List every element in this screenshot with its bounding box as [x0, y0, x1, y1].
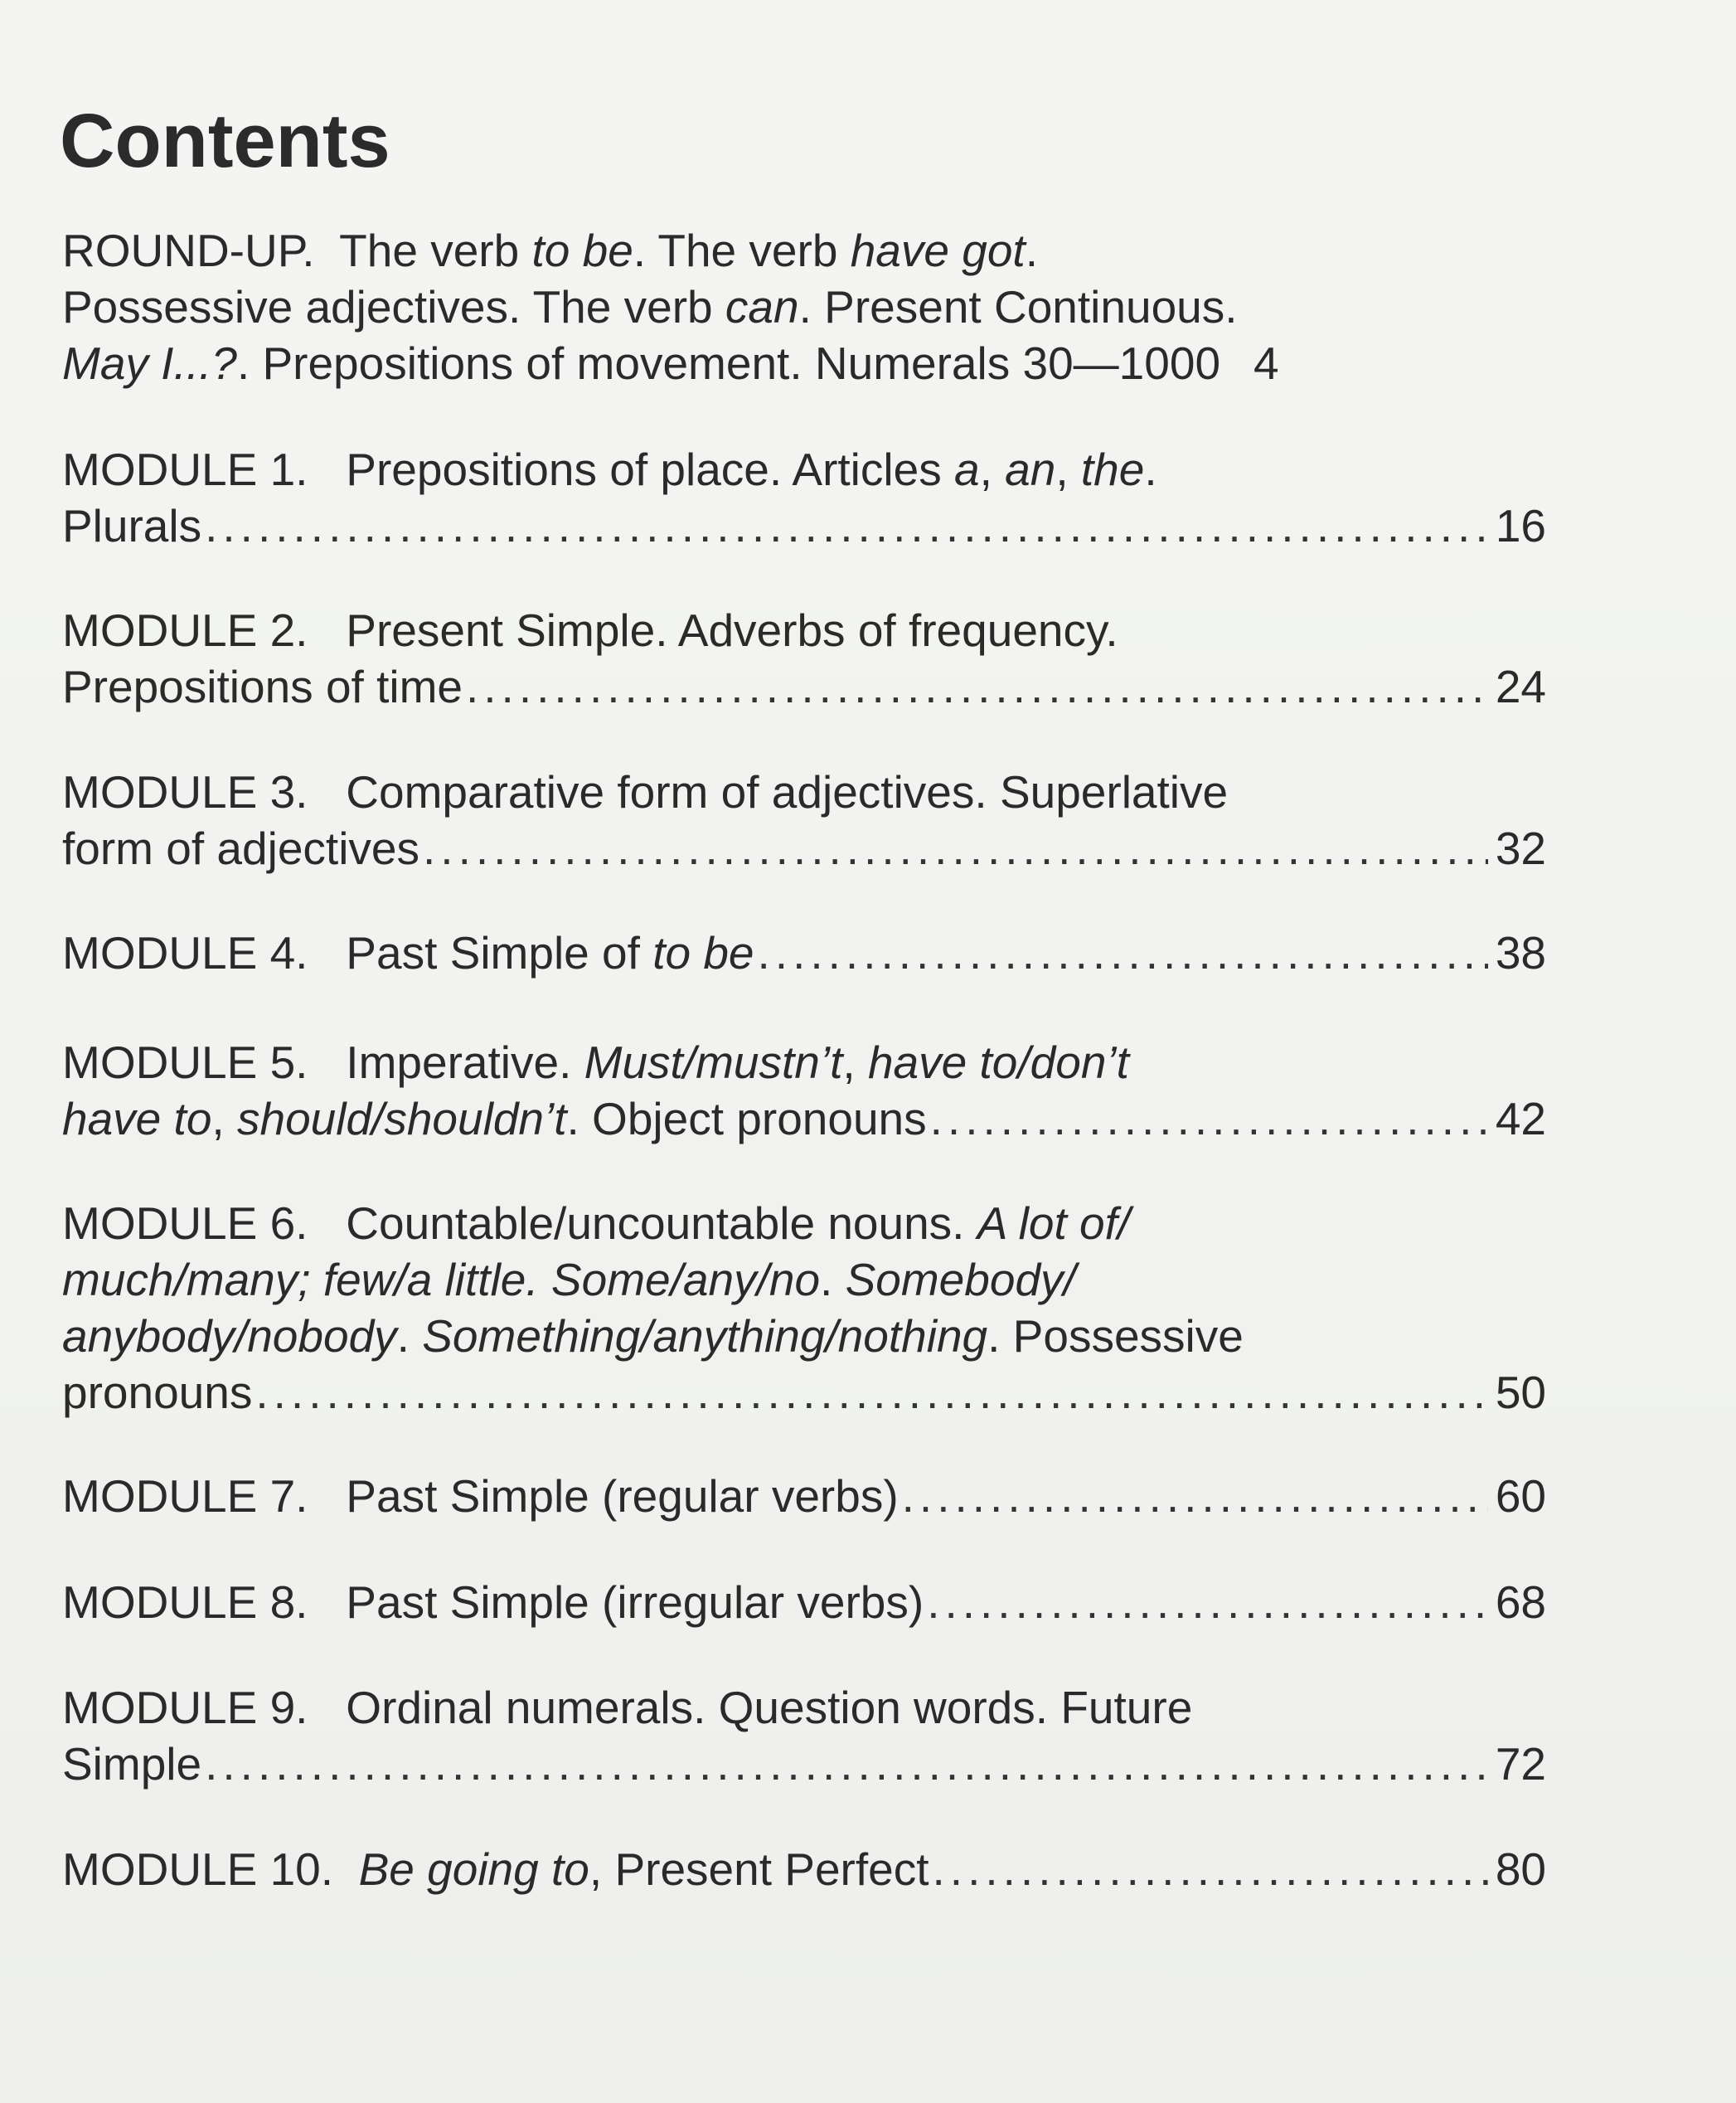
toc-page-number: 32	[1495, 823, 1546, 874]
toc-text: ,	[1055, 444, 1081, 495]
dot-leader	[423, 820, 1488, 877]
toc-entry-line	[62, 1090, 1546, 1147]
toc-italic-text: have got	[850, 225, 1026, 276]
dot-leader	[930, 1090, 1488, 1147]
toc-text: MODULE 1. Prepositions of place. Articles	[62, 444, 954, 495]
toc-entry-line	[62, 925, 1546, 981]
toc-entry-line	[62, 498, 1546, 554]
toc-italic-text: can	[725, 281, 799, 333]
toc-entry-line	[62, 1034, 1546, 1090]
toc-text: MODULE 5. Imperative.	[62, 1037, 584, 1088]
toc-entry[interactable]	[62, 1841, 1546, 1897]
toc-entry-line	[62, 279, 1546, 335]
toc-text: ,	[842, 1037, 868, 1088]
toc-entry-line	[62, 441, 1546, 498]
toc-entry-line	[62, 1308, 1546, 1364]
toc-entry-line	[62, 1195, 1546, 1251]
dot-leader	[205, 498, 1488, 554]
toc-text: form of adjectives	[62, 823, 420, 874]
toc-italic-text: have to	[62, 1093, 212, 1144]
toc-page-number: 72	[1495, 1738, 1546, 1790]
toc-italic-text: to be	[531, 225, 633, 276]
toc-entry[interactable]	[62, 1195, 1546, 1421]
toc-entry-line	[62, 602, 1546, 658]
toc-italic-text: Be going to	[358, 1843, 589, 1895]
toc-italic-text: should/shouldn’t	[236, 1093, 567, 1144]
dot-leader	[902, 1468, 1488, 1524]
toc-text: MODULE 10.	[62, 1843, 359, 1895]
toc-page-number: 60	[1495, 1470, 1546, 1522]
toc-entry[interactable]	[62, 222, 1546, 391]
toc-text: MODULE 4. Past Simple of	[62, 927, 653, 979]
toc-entry-line	[62, 1574, 1546, 1630]
toc-text: . Prepositions of movement. Numerals 30—1000	[236, 338, 1221, 389]
toc-text: Simple	[62, 1738, 202, 1790]
toc-italic-text: Must/mustn’t	[584, 1037, 843, 1088]
toc-italic-text: much/many; few/a little. Some/any/no	[62, 1254, 821, 1305]
toc-italic-text: Somebody/	[845, 1254, 1076, 1305]
toc-page-number: 4	[1254, 338, 1279, 389]
toc-page-number: 80	[1495, 1843, 1546, 1895]
toc-text: . Present Continuous.	[798, 281, 1238, 333]
toc-text: .	[1144, 444, 1157, 495]
toc-italic-text: Something/anything/nothing	[422, 1310, 988, 1362]
toc-text: ,	[211, 1093, 237, 1144]
toc-entry-line	[62, 1468, 1546, 1524]
toc-italic-text: to be	[652, 927, 754, 979]
toc-text: . Object pronouns	[566, 1093, 927, 1144]
toc-text: MODULE 2. Present Simple. Adverbs of frequency.	[62, 605, 1118, 656]
toc-entry-line	[62, 1736, 1546, 1792]
toc-italic-text: A lot of/	[977, 1197, 1131, 1249]
toc-entry[interactable]	[62, 602, 1546, 715]
toc-entry-line	[62, 1251, 1546, 1308]
toc-entry-line	[62, 1841, 1546, 1897]
toc-italic-text: have to/don’t	[867, 1037, 1129, 1088]
toc-text: MODULE 9. Ordinal numerals. Question words. Future	[62, 1682, 1193, 1733]
toc-text: MODULE 7. Past Simple (regular verbs)	[62, 1470, 899, 1522]
toc-entry-line	[62, 764, 1546, 820]
toc-page-number: 68	[1495, 1576, 1546, 1628]
toc-text: MODULE 8. Past Simple (irregular verbs)	[62, 1576, 924, 1628]
toc-page-number: 42	[1495, 1093, 1546, 1144]
toc-entry[interactable]	[62, 1034, 1546, 1147]
toc-entry-line	[62, 1364, 1546, 1421]
toc-entry-line	[62, 335, 1546, 391]
toc-italic-text: May I...?	[62, 338, 237, 389]
toc-text: . The verb	[633, 225, 851, 276]
toc-page-number: 50	[1495, 1367, 1546, 1418]
toc-entry[interactable]	[62, 441, 1546, 554]
toc-entry[interactable]	[62, 1574, 1546, 1630]
toc-entry-line	[62, 820, 1546, 877]
toc-entry[interactable]	[62, 1679, 1546, 1792]
page-title: Contents	[60, 99, 390, 183]
toc-text: .	[820, 1254, 846, 1305]
dot-leader	[466, 658, 1488, 715]
toc-text: . Possessive	[987, 1310, 1244, 1362]
toc-page-number: 16	[1495, 500, 1546, 551]
dot-leader	[205, 1736, 1488, 1792]
toc-entry[interactable]	[62, 764, 1546, 877]
toc-italic-text: anybody/nobody	[62, 1310, 397, 1362]
toc-text: Prepositions of time	[62, 661, 463, 712]
toc-text: .	[1025, 225, 1038, 276]
toc-entry[interactable]	[62, 1468, 1546, 1524]
toc-italic-text: a	[954, 444, 980, 495]
toc-text: MODULE 3. Comparative form of adjectives. Superlative	[62, 766, 1229, 818]
toc-text: , Present Perfect	[589, 1843, 929, 1895]
toc-entry-line	[62, 1679, 1546, 1736]
toc-text: Possessive adjectives. The verb	[62, 281, 725, 333]
toc-entry-line	[62, 222, 1546, 279]
toc-text: .	[396, 1310, 423, 1362]
toc-text: ,	[979, 444, 1006, 495]
toc-entry[interactable]	[62, 925, 1546, 981]
toc-italic-text: an	[1005, 444, 1056, 495]
toc-text: pronouns	[62, 1367, 253, 1418]
toc-italic-text: the	[1080, 444, 1145, 495]
dot-leader	[758, 925, 1488, 981]
toc-page-number: 38	[1495, 927, 1546, 979]
toc-text: Plurals	[62, 500, 202, 551]
toc-text: ROUND-UP. The verb	[62, 225, 532, 276]
dot-leader	[255, 1364, 1488, 1421]
toc-entry-line	[62, 658, 1546, 715]
dot-leader	[927, 1574, 1488, 1630]
dot-leader	[933, 1841, 1488, 1897]
toc-page-number: 24	[1495, 661, 1546, 712]
toc-text: MODULE 6. Countable/uncountable nouns.	[62, 1197, 977, 1249]
